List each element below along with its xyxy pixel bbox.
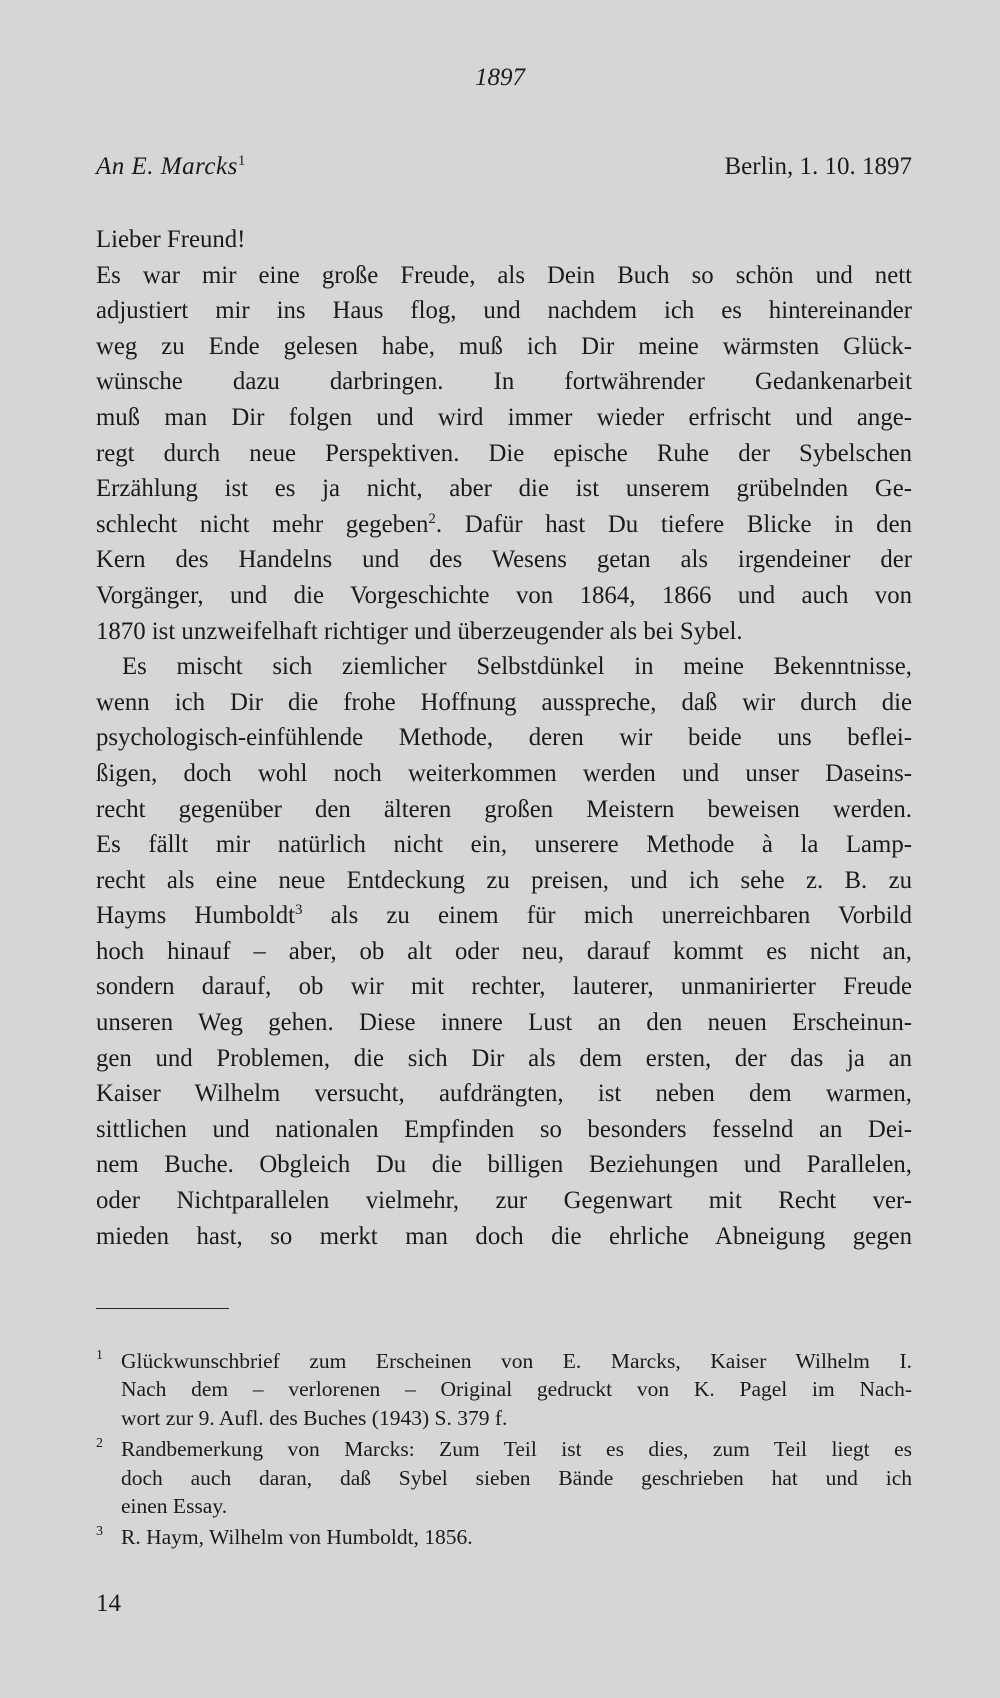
salutation: Lieber Freund! <box>96 226 246 253</box>
body-line: unseren Weg gehen. Diese innere Lust an den neuen Erscheinun- <box>96 1009 912 1037</box>
body-line: weg zu Ende gelesen habe, muß ich Dir meine wärmsten Glück- <box>96 332 912 360</box>
letter-place-date: Berlin, 1. 10. 1897 <box>724 153 912 180</box>
body-line: sittlichen und nationalen Empfinden so besonders fesselnd an Dei- <box>96 1115 912 1143</box>
body-line: wünsche dazu darbringen. In fortwährender Gedankenarbeit <box>96 368 912 396</box>
footnote-line: R. Haym, Wilhelm von Humboldt, 1856. <box>121 1525 473 1550</box>
footnote-line: Nach dem – verlorenen – Original gedruckt von K. Pagel im Nach- <box>121 1377 912 1402</box>
letter-recipient <box>96 153 246 181</box>
page-number: 14 <box>96 1590 121 1617</box>
body-line: Es war mir eine große Freude, als Dein Buch so schön und nett <box>96 261 912 289</box>
footnote-ref-1: 1 <box>237 153 246 169</box>
body-line-part: Hayms Humboldt <box>96 902 295 930</box>
footnote-line: doch auch daran, daß Sybel sieben Bände geschrieben hat und ich <box>121 1465 912 1490</box>
body-line: recht gegenüber den älteren großen Meistern beweisen werden. <box>96 795 912 823</box>
body-line-part: schlecht nicht mehr gegeben <box>96 510 429 538</box>
body-line: recht als eine neue Entdeckung zu preisen, und ich sehe z. B. zu <box>96 866 912 894</box>
footnote-line: wort zur 9. Aufl. des Buches (1943) S. 379 f. <box>121 1405 508 1430</box>
footnote-line: einen Essay. <box>121 1493 228 1518</box>
body-line-part: als zu einem für mich unerreichbaren Vorbild <box>302 902 912 930</box>
body-line: sondern darauf, ob wir mit rechter, lauterer, unmanirierter Freude <box>96 973 912 1001</box>
body-line: Kaiser Wilhelm versucht, aufdrängten, ist neben dem warmen, <box>96 1080 912 1108</box>
body-line: Kern des Handelns und des Wesens getan als irgendeiner der <box>96 546 912 574</box>
body-line: gen und Problemen, die sich Dir als dem ersten, der das ja an <box>96 1044 912 1072</box>
footnote-line: Glückwunschbrief zum Erscheinen von E. Marcks, Kaiser Wilhelm I. <box>121 1349 912 1373</box>
body-line: Vorgänger, und die Vorgeschichte von 1864, 1866 und auch von <box>96 581 912 609</box>
body-line: hoch hinauf – aber, ob alt oder neu, darauf kommt es nicht an, <box>96 937 912 965</box>
letter-heading <box>96 153 912 193</box>
footnote-number: 1 <box>96 1348 103 1363</box>
body-line: ßigen, doch wohl noch weiterkommen werden und unser Daseins- <box>96 759 912 787</box>
body-line: mieden hast, so merkt man doch die ehrliche Abneigung gegen <box>96 1222 912 1250</box>
letter-body <box>96 222 912 1254</box>
body-line: 1870 ist unzweifelhaft richtiger und überzeugender als bei Sybel. <box>96 617 743 645</box>
footnote-number: 3 <box>96 1524 103 1540</box>
footnote <box>96 1523 912 1551</box>
body-line: wenn ich Dir die frohe Hoffnung ausspreche, daß wir durch die <box>96 688 912 716</box>
body-line: Es mischt sich ziemlicher Selbstdünkel in meine Bekenntnisse, <box>122 653 912 681</box>
footnote-ref-2: 2 <box>428 510 436 527</box>
footnote <box>96 1347 912 1432</box>
body-line <box>96 898 912 934</box>
body-line: Es fällt mir natürlich nicht ein, unserere Methode à la Lamp- <box>96 831 912 859</box>
body-line: oder Nichtparallelen vielmehr, zur Gegenwart mit Recht ver- <box>96 1187 912 1215</box>
body-line: psychologisch-einfühlende Methode, deren wir beide uns beflei- <box>96 724 912 752</box>
footnote-divider <box>96 1308 229 1309</box>
body-line-part: . Dafür hast Du tiefere Blicke in den <box>435 510 912 538</box>
footnote-ref-3: 3 <box>295 902 303 919</box>
footnote <box>96 1435 912 1520</box>
body-line: adjustiert mir ins Haus flog, und nachdem ich es hintereinander <box>96 297 912 325</box>
footnote-line: Randbemerkung von Marcks: Zum Teil ist es dies, zum Teil liegt es <box>121 1437 912 1462</box>
recipient-name: An E. Marcks <box>96 153 238 180</box>
body-line: regt durch neue Perspektiven. Die epische Ruhe der Sybelschen <box>96 439 912 467</box>
footnotes <box>96 1347 912 1555</box>
running-head-year: 1897 <box>475 64 525 91</box>
body-line: nem Buche. Obgleich Du die billigen Beziehungen und Parallelen, <box>96 1151 912 1179</box>
footnote-number: 2 <box>96 1436 103 1452</box>
body-line: muß man Dir folgen und wird immer wieder erfrischt und ange- <box>96 403 912 431</box>
body-line <box>96 507 912 543</box>
body-line: Erzählung ist es ja nicht, aber die ist unserem grübelnden Ge- <box>96 475 912 503</box>
